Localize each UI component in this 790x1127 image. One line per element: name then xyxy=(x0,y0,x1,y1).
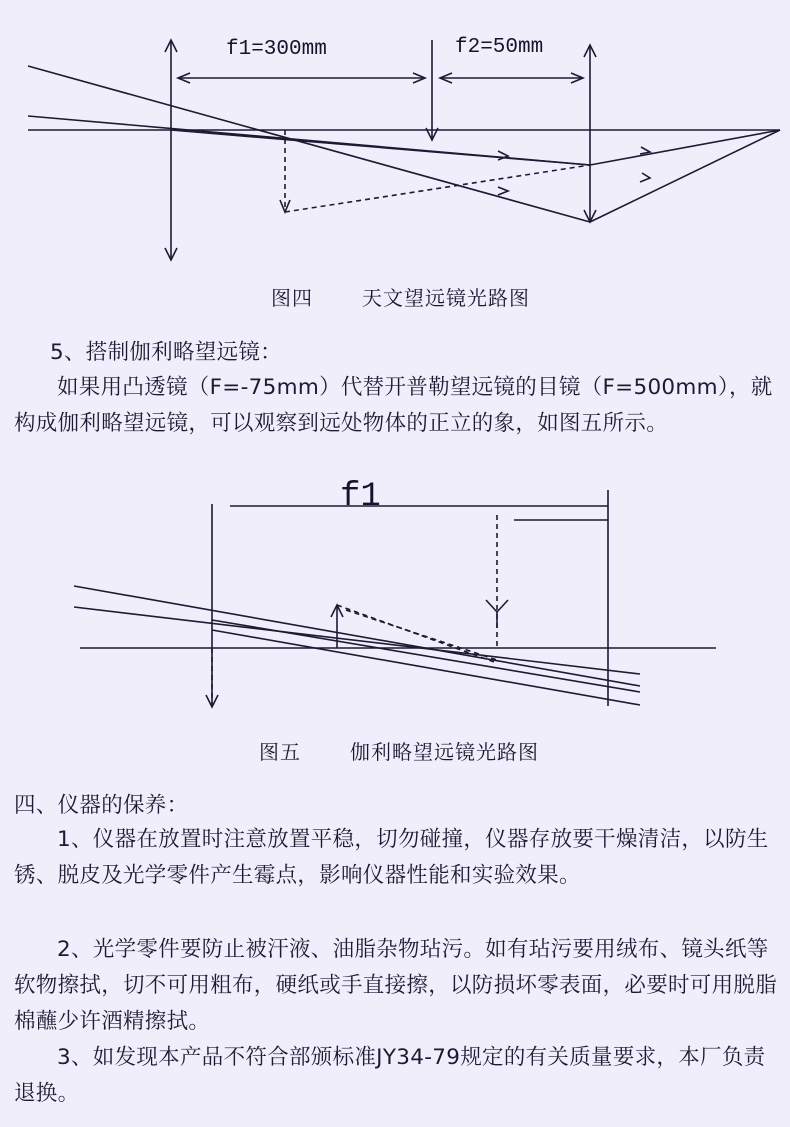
f1-focal-length-label: f1=300mm xyxy=(226,38,327,61)
f1-focal-length-label: f1 xyxy=(340,478,381,516)
figure5-caption-title: 伽利略望远镜光路图 xyxy=(350,740,539,764)
figure4-caption-number: 图四 xyxy=(271,286,313,310)
figure5-caption-number: 图五 xyxy=(259,740,301,764)
section5-heading: 5、搭制伽利略望远镜： xyxy=(50,340,282,365)
figure4-caption-title: 天文望远镜光路图 xyxy=(362,286,530,310)
maintenance-item-1: 1、仪器在放置时注意放置平稳，切勿碰撞，仪器存放要干燥清洁，以防生锈、脱皮及光学零件产生霉点，影响仪器性能和实验效果。 xyxy=(14,827,769,888)
section4-heading: 四、仪器的保养： xyxy=(14,793,189,818)
f2-focal-length-label: f2=50mm xyxy=(455,36,544,59)
figure5-diagram xyxy=(0,480,790,720)
section5-body: 如果用凸透镜（F=-75mm）代替开普勒望远镜的目镜（F=500mm），就构成伽利略望远镜，可以观察到远处物体的正立的象，如图五所示。 xyxy=(14,375,773,436)
maintenance-item-3: 3、如发现本产品不符合部颁标准JY34-79规定的有关质量要求，本厂负责退换。 xyxy=(14,1045,766,1106)
maintenance-item-2: 2、光学零件要防止被汗液、油脂杂物玷污。如有玷污要用绒布、镜头纸等软物擦拭，切不可用粗布，硬纸或手直接擦，以防损坏零表面，必要时可用脱脂棉蘸少许酒精擦拭。 xyxy=(14,937,778,1034)
figure4-diagram xyxy=(0,0,790,262)
